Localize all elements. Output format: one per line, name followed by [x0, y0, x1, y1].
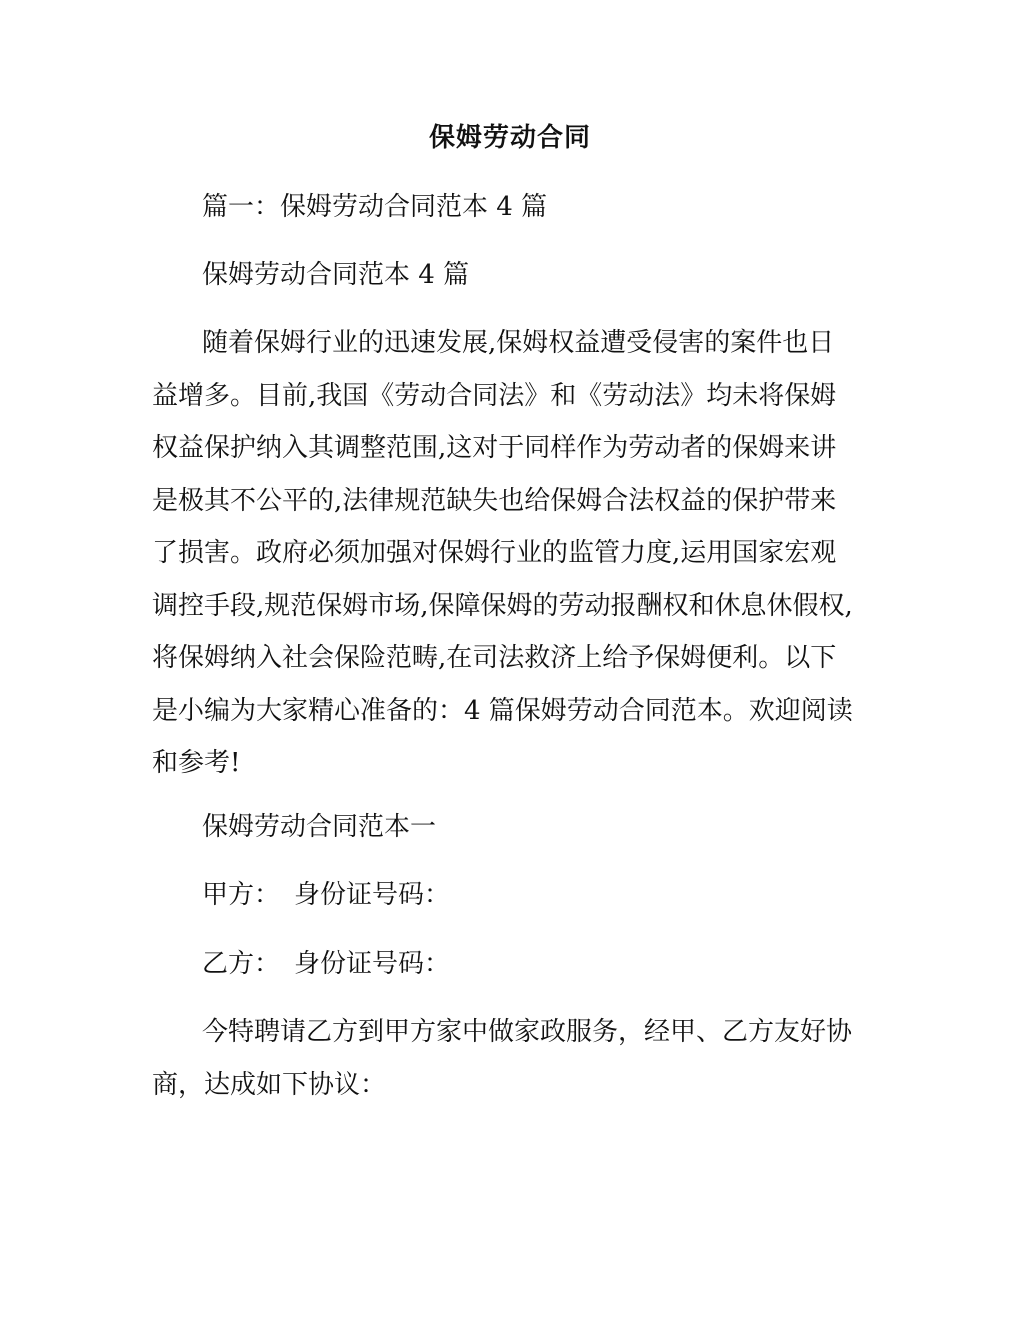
party-a-label: 甲方： [202, 880, 281, 910]
intro-line: 权益保护纳入其调整范围,这对于同样作为劳动者的保姆来讲 [152, 433, 837, 463]
party-a-id-label: 身份证号码： [294, 880, 451, 910]
section-heading: 篇一：保姆劳动合同范本 4 篇 [202, 192, 548, 222]
intro-line: 随着保姆行业的迅速发展,保姆权益遭受侵害的案件也日 [202, 328, 835, 358]
intro-line: 和参考! [152, 748, 241, 778]
party-b-id-label: 身份证号码： [294, 949, 451, 979]
subheading: 保姆劳动合同范本 4 篇 [202, 260, 470, 290]
intro-line: 是小编为大家精心准备的：4 篇保姆劳动合同范本。欢迎阅读 [152, 695, 853, 726]
intro-line: 益增多。目前,我国《劳动合同法》和《劳动法》均未将保姆 [152, 380, 837, 411]
agreement-line: 今特聘请乙方到甲方家中做家政服务，经甲、乙方友好协 [202, 1017, 853, 1047]
party-a-line [152, 875, 914, 915]
intro-line: 调控手段,规范保姆市场,保障保姆的劳动报酬权和休息休假权, [152, 590, 853, 621]
party-b-line [152, 944, 914, 984]
intro-line: 是极其不公平的,法律规范缺失也给保姆合法权益的保护带来 [152, 485, 837, 516]
party-b-label: 乙方： [202, 949, 281, 979]
intro-line: 将保姆纳入社会保险范畴,在司法救济上给予保姆便利。以下 [152, 643, 837, 673]
document-title: 保姆劳动合同 [428, 123, 591, 153]
intro-paragraph [152, 323, 892, 796]
intro-line: 了损害。政府必须加强对保姆行业的监管力度,运用国家宏观 [152, 538, 837, 568]
agreement-line: 商，达成如下协议： [152, 1070, 387, 1100]
sample-title: 保姆劳动合同范本一 [202, 812, 437, 842]
